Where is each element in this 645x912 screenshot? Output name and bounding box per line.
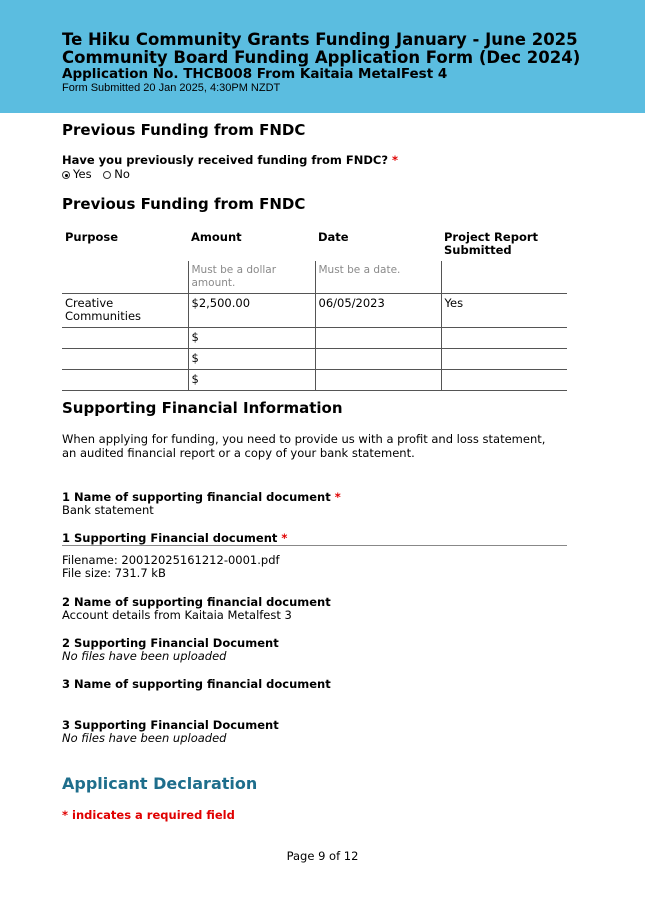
funding-table-heading: Previous Funding from FNDC [62,195,306,213]
radio-empty-icon [103,171,111,179]
page-header [0,0,645,113]
form-title-line2: Community Board Funding Application Form (Dec 2024) [62,48,581,67]
table-cell [441,349,567,370]
column-header: Purpose [65,230,119,244]
hint-cell: Must be a date. [315,261,441,294]
table-cell [62,328,188,349]
application-number: Application No. THCB008 From Kaitaia MetalFest 4 [62,66,448,82]
required-marker: * [281,531,288,545]
hint-cell [441,261,567,294]
doc3-name-label: 3 Name of supporting financial document [62,677,331,691]
table-row [62,328,567,349]
table-cell [315,328,441,349]
hint-cell: Must be a dollar amount. [188,261,315,294]
doc2-name-value: Account details from Kaitaia Metalfest 3 [62,608,292,622]
previous-funding-heading: Previous Funding from FNDC [62,121,306,139]
column-header: Date [318,230,349,244]
table-cell: $ [188,349,315,370]
hint-cell [62,261,188,294]
table-cell [62,349,188,370]
submitted-timestamp: Form Submitted 20 Jan 2025, 4:30PM NZDT [62,82,281,94]
table-cell: 06/05/2023 [315,294,441,328]
table-cell [441,328,567,349]
doc1-filename[interactable]: Filename: 20012025161212-0001.pdf [62,553,280,567]
table-cell: Creative Communities [62,294,188,328]
table-row [62,349,567,370]
table-cell: $ [188,370,315,391]
table-row [62,370,567,391]
table-cell: Yes [441,294,567,328]
table-cell [441,370,567,391]
divider [62,545,567,546]
doc2-file-value: No files have been uploaded [62,649,227,663]
doc1-name-label: 1 Name of supporting financial document * [62,490,341,504]
doc3-file-value: No files have been uploaded [62,731,227,745]
doc1-filesize: File size: 731.7 kB [62,566,166,580]
required-marker: * [392,153,399,167]
form-title-line1: Te Hiku Community Grants Funding January - June 2025 [62,30,578,49]
financial-info-intro: When applying for funding, you need to provide us with a profit and loss statement, an audited financial report or a copy of your bank statement. [62,432,546,460]
table-header-row [62,228,567,261]
table-cell: $2,500.00 [188,294,315,328]
table-cell [315,370,441,391]
table-cell [315,349,441,370]
doc2-file-label: 2 Supporting Financial Document [62,636,279,650]
radio-no[interactable]: No [103,167,130,181]
column-header: Project Report Submitted [444,230,539,257]
table-cell: $ [188,328,315,349]
table-hint-row [62,261,567,294]
doc3-file-label: 3 Supporting Financial Document [62,718,279,732]
applicant-declaration-heading: Applicant Declaration [62,774,258,793]
page-number: Page 9 of 12 [286,849,359,863]
column-header: Amount [191,230,242,244]
required-marker: * [334,490,341,504]
radio-yes[interactable]: Yes [62,167,92,181]
table-cell [62,370,188,391]
financial-info-heading: Supporting Financial Information [62,399,343,417]
doc2-name-label: 2 Name of supporting financial document [62,595,331,609]
required-field-note: * indicates a required field [62,808,235,822]
doc1-file-label: 1 Supporting Financial document * [62,531,288,545]
previous-funding-table [62,228,567,391]
table-row [62,294,567,328]
doc1-name-value: Bank statement [62,503,154,517]
radio-selected-icon [62,171,70,179]
previous-funding-radio-group [62,167,130,181]
previous-funding-question: Have you previously received funding from FNDC? * [62,153,399,167]
